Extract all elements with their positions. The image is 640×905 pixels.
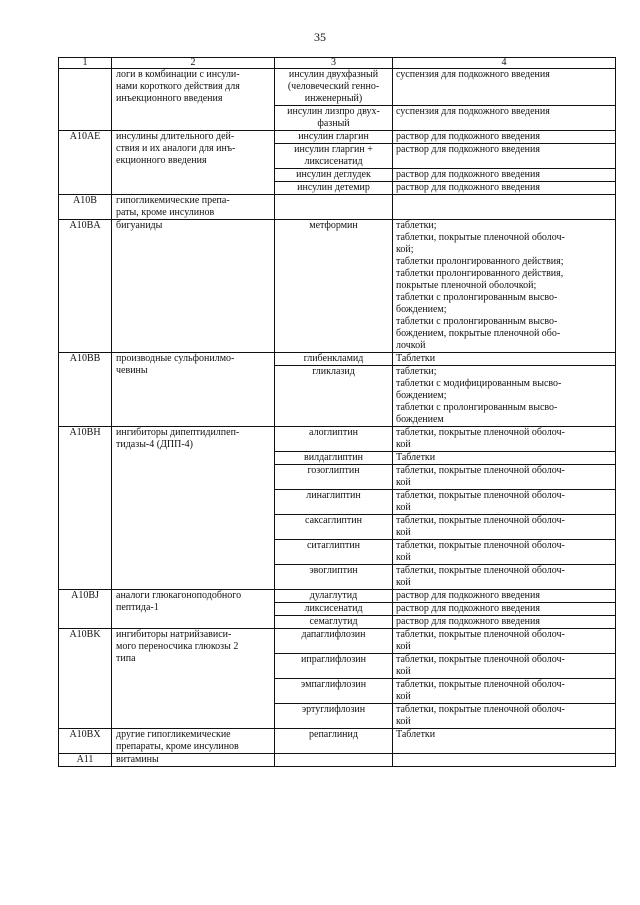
atc-code-cell: A10BJ (59, 590, 112, 629)
table-row (59, 590, 616, 603)
page-number: 35 (314, 30, 326, 44)
table-row (59, 754, 616, 767)
drug-name-cell: гозоглиптин (275, 465, 393, 490)
drug-name-cell: семаглутид (275, 616, 393, 629)
group-name-cell: гипогликемические препа- раты, кроме инсулинов (112, 195, 275, 220)
dosage-form-cell: раствор для подкожного введения (393, 590, 616, 603)
drug-name-cell: вилдаглиптин (275, 452, 393, 465)
dosage-form-cell: таблетки, покрытые пленочной оболоч- кой (393, 490, 616, 515)
drug-name-cell: дапаглифлозин (275, 629, 393, 654)
group-name-cell: бигуаниды (112, 220, 275, 353)
dosage-form-cell: таблетки, покрытые пленочной оболоч- кой (393, 515, 616, 540)
dosage-form-cell: раствор для подкожного введения (393, 603, 616, 616)
dosage-form-cell: таблетки, покрытые пленочной оболоч- кой (393, 654, 616, 679)
dosage-form-cell: раствор для подкожного введения (393, 169, 616, 182)
dosage-form-cell: таблетки, покрытые пленочной оболоч- кой (393, 704, 616, 729)
drug-name-cell: глибенкламид (275, 353, 393, 366)
drug-name-cell: репаглинид (275, 729, 393, 754)
dosage-form-cell: раствор для подкожного введения (393, 144, 616, 169)
dosage-form-cell: таблетки, покрытые пленочной оболоч- кой (393, 679, 616, 704)
drug-name-cell (275, 195, 393, 220)
group-name-cell: производные сульфонилмо- чевины (112, 353, 275, 427)
table-row (59, 353, 616, 366)
table-row (59, 220, 616, 353)
dosage-form-cell: таблетки; таблетки, покрытые пленочной оболоч- кой; таблетки пролонгированного действия; таблетки пролонгированного действия, покрытые пленочной оболочкой; таблетки с пролонгированным высво- бождением; таблетки с пролонгированным высво- бождением, покрытые пленочной обо- лочкой (393, 220, 616, 353)
header-row (59, 58, 616, 69)
atc-code-cell: A11 (59, 754, 112, 767)
drug-name-cell: инсулин гларгин + ликсисенатид (275, 144, 393, 169)
drug-name-cell: гликлазид (275, 366, 393, 427)
header-cell-4: 4 (393, 58, 616, 69)
atc-code-cell (59, 69, 112, 131)
dosage-form-cell: раствор для подкожного введения (393, 182, 616, 195)
group-name-cell: аналоги глюкагоноподобного пептида-1 (112, 590, 275, 629)
group-name-cell: ингибиторы дипептидилпеп- тидазы-4 (ДПП-4) (112, 427, 275, 590)
group-name-cell: логи в комбинации с инсули- нами короткого действия для инъекционного введения (112, 69, 275, 131)
drug-name-cell: ипраглифлозин (275, 654, 393, 679)
dosage-form-cell: раствор для подкожного введения (393, 131, 616, 144)
drug-name-cell: линаглиптин (275, 490, 393, 515)
drug-name-cell: дулаглутид (275, 590, 393, 603)
group-name-cell: ингибиторы натрийзависи- мого переносчика глюкозы 2 типа (112, 629, 275, 729)
table-row (59, 131, 616, 144)
drug-name-cell: инсулин детемир (275, 182, 393, 195)
atc-code-cell: A10BX (59, 729, 112, 754)
atc-code-cell: A10AE (59, 131, 112, 195)
drug-name-cell: ликсисенатид (275, 603, 393, 616)
atc-code-cell: A10BH (59, 427, 112, 590)
header-cell-2: 2 (112, 58, 275, 69)
dosage-form-cell: Таблетки (393, 353, 616, 366)
table-row (59, 427, 616, 452)
table-row (59, 729, 616, 754)
dosage-form-cell: таблетки, покрытые пленочной оболоч- кой (393, 427, 616, 452)
drug-name-cell: ситаглиптин (275, 540, 393, 565)
drug-table (58, 57, 616, 767)
dosage-form-cell: таблетки, покрытые пленочной оболоч- кой (393, 565, 616, 590)
dosage-form-cell: Таблетки (393, 452, 616, 465)
header-cell-3: 3 (275, 58, 393, 69)
drug-table-body (59, 58, 616, 767)
group-name-cell: другие гипогликемические препараты, кроме инсулинов (112, 729, 275, 754)
atc-code-cell: A10BK (59, 629, 112, 729)
dosage-form-cell: суспензия для подкожного введения (393, 69, 616, 106)
atc-code-cell: A10BA (59, 220, 112, 353)
drug-name-cell: эртуглифлозин (275, 704, 393, 729)
dosage-form-cell: таблетки, покрытые пленочной оболоч- кой (393, 465, 616, 490)
drug-name-cell: эмпаглифлозин (275, 679, 393, 704)
table-row (59, 629, 616, 654)
dosage-form-cell: таблетки; таблетки с модифицированным высво- бождением; таблетки с пролонгированным высво- бождением (393, 366, 616, 427)
drug-name-cell: инсулин лизпро двух- фазный (275, 106, 393, 131)
table-row (59, 195, 616, 220)
dosage-form-cell (393, 754, 616, 767)
group-name-cell: витамины (112, 754, 275, 767)
drug-name-cell: инсулин деглудек (275, 169, 393, 182)
dosage-form-cell: суспензия для подкожного введения (393, 106, 616, 131)
dosage-form-cell: раствор для подкожного введения (393, 616, 616, 629)
drug-name-cell: инсулин двухфазный (человеческий генно- инженерный) (275, 69, 393, 106)
atc-code-cell: A10B (59, 195, 112, 220)
drug-name-cell: алоглиптин (275, 427, 393, 452)
dosage-form-cell: таблетки, покрытые пленочной оболоч- кой (393, 540, 616, 565)
group-name-cell: инсулины длительного дей- ствия и их аналоги для инъ- екционного введения (112, 131, 275, 195)
drug-name-cell: инсулин гларгин (275, 131, 393, 144)
header-cell-1: 1 (59, 58, 112, 69)
dosage-form-cell: Таблетки (393, 729, 616, 754)
drug-name-cell: эвоглиптин (275, 565, 393, 590)
atc-code-cell: A10BB (59, 353, 112, 427)
dosage-form-cell (393, 195, 616, 220)
drug-name-cell: метформин (275, 220, 393, 353)
table-row (59, 69, 616, 106)
drug-name-cell: саксаглиптин (275, 515, 393, 540)
dosage-form-cell: таблетки, покрытые пленочной оболоч- кой (393, 629, 616, 654)
drug-name-cell (275, 754, 393, 767)
